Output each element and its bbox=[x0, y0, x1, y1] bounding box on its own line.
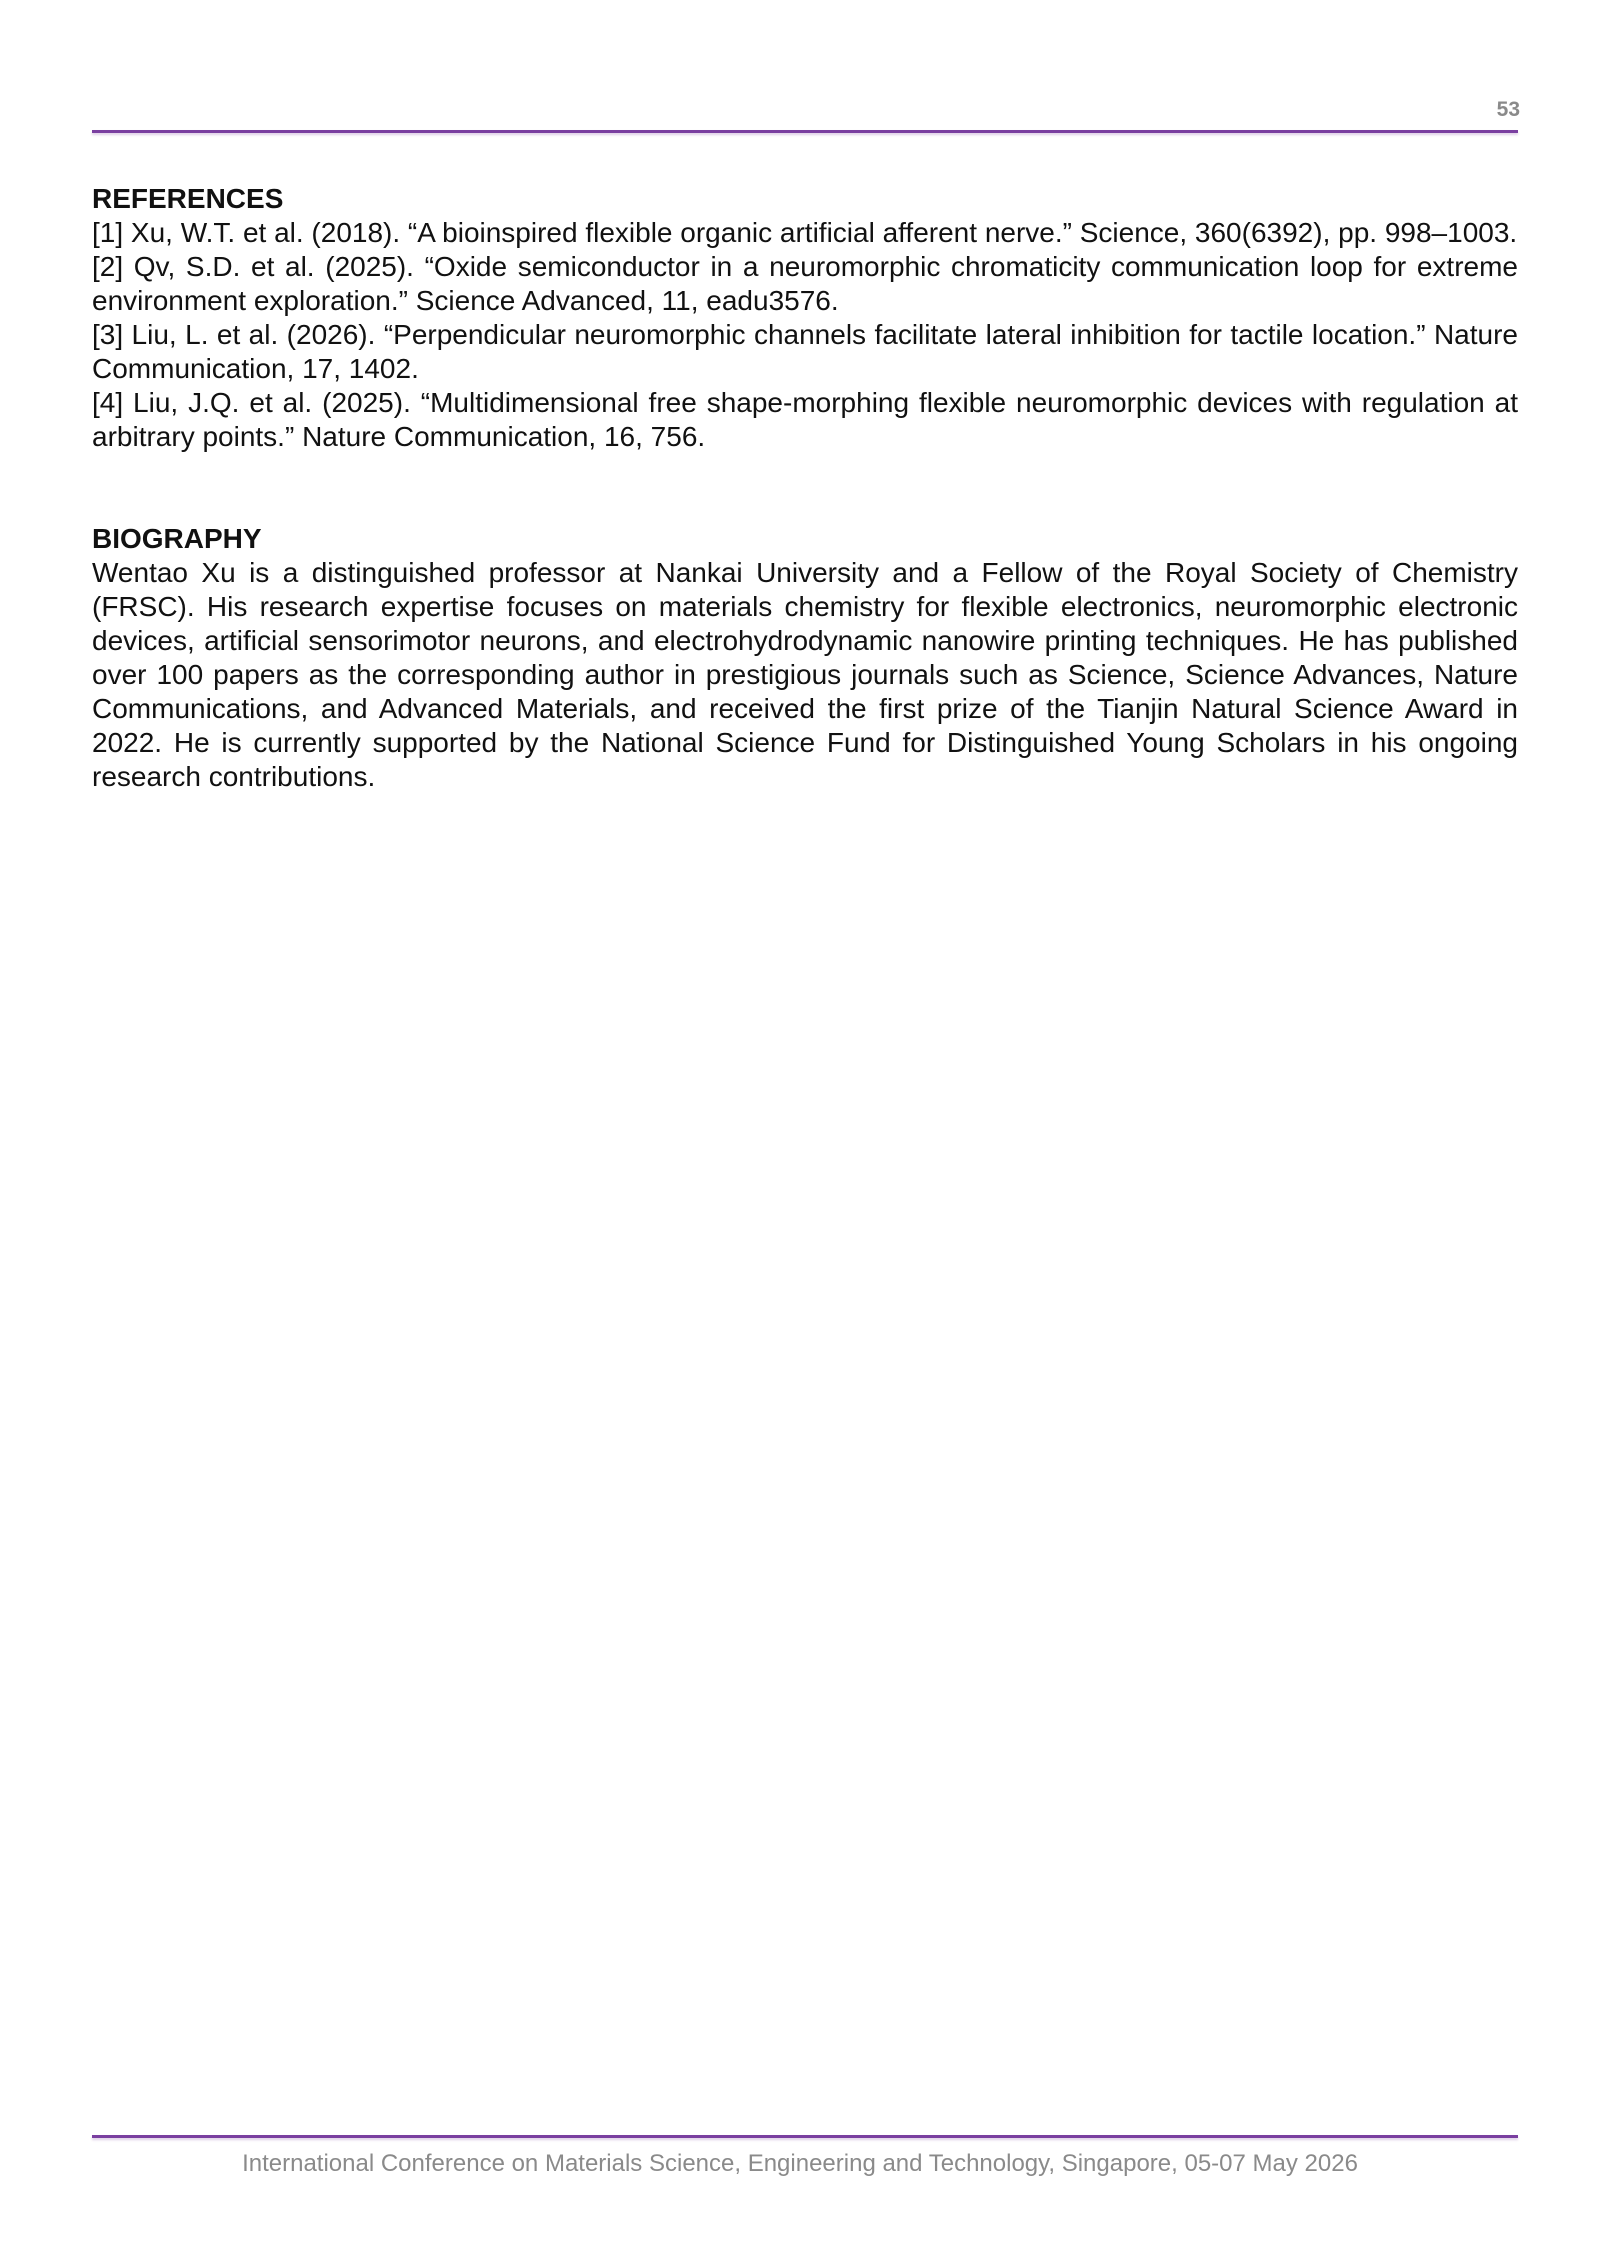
reference-item: [1] Xu, W.T. et al. (2018). “A bioinspired flexible organic artificial afferent nerve.” Science, 360(6392), pp. 998–1003. bbox=[92, 217, 1518, 248]
references-section bbox=[92, 182, 1518, 454]
biography-heading: BIOGRAPHY bbox=[92, 523, 262, 554]
header-divider bbox=[92, 130, 1518, 133]
references-list bbox=[92, 216, 1518, 454]
reference-item: [2] Qv, S.D. et al. (2025). “Oxide semiconductor in a neuromorphic chromaticity communication loop for extreme environment exploration.” Science Advanced, 11, eadu3576. bbox=[92, 251, 1518, 316]
footer-conference-text: International Conference on Materials Science, Engineering and Technology, Singapore, 05-07 May 2026 bbox=[242, 2150, 1358, 2177]
reference-item: [3] Liu, L. et al. (2026). “Perpendicular neuromorphic channels facilitate lateral inhibition for tactile location.” Nature Communication, 17, 1402. bbox=[92, 319, 1518, 384]
biography-text: Wentao Xu is a distinguished professor at Nankai University and a Fellow of the Royal Society of Chemistry (FRSC). His research expertise focuses on materials chemistry for flexible electronics, neuromorphic electronic devices, artificial sensorimotor neurons, and electrohydrodynamic nanowire printing techniques. He has published over 100 papers as the corresponding author in prestigious journals such as Science, Science Advances, Nature Communications, and Advanced Materials, and received the first prize of the Tianjin Natural Science Award in 2022. He is currently supported by the National Science Fund for Distinguished Young Scholars in his ongoing research contributions. bbox=[92, 557, 1518, 792]
page-content bbox=[92, 182, 1518, 794]
footer-divider bbox=[92, 2135, 1518, 2138]
references-heading: REFERENCES bbox=[92, 183, 284, 214]
reference-item: [4] Liu, J.Q. et al. (2025). “Multidimensional free shape-morphing flexible neuromorphic devices with regulation at arbitrary points.” Nature Communication, 16, 756. bbox=[92, 387, 1518, 452]
biography-section bbox=[92, 522, 1518, 794]
page-number: 53 bbox=[1496, 98, 1520, 121]
